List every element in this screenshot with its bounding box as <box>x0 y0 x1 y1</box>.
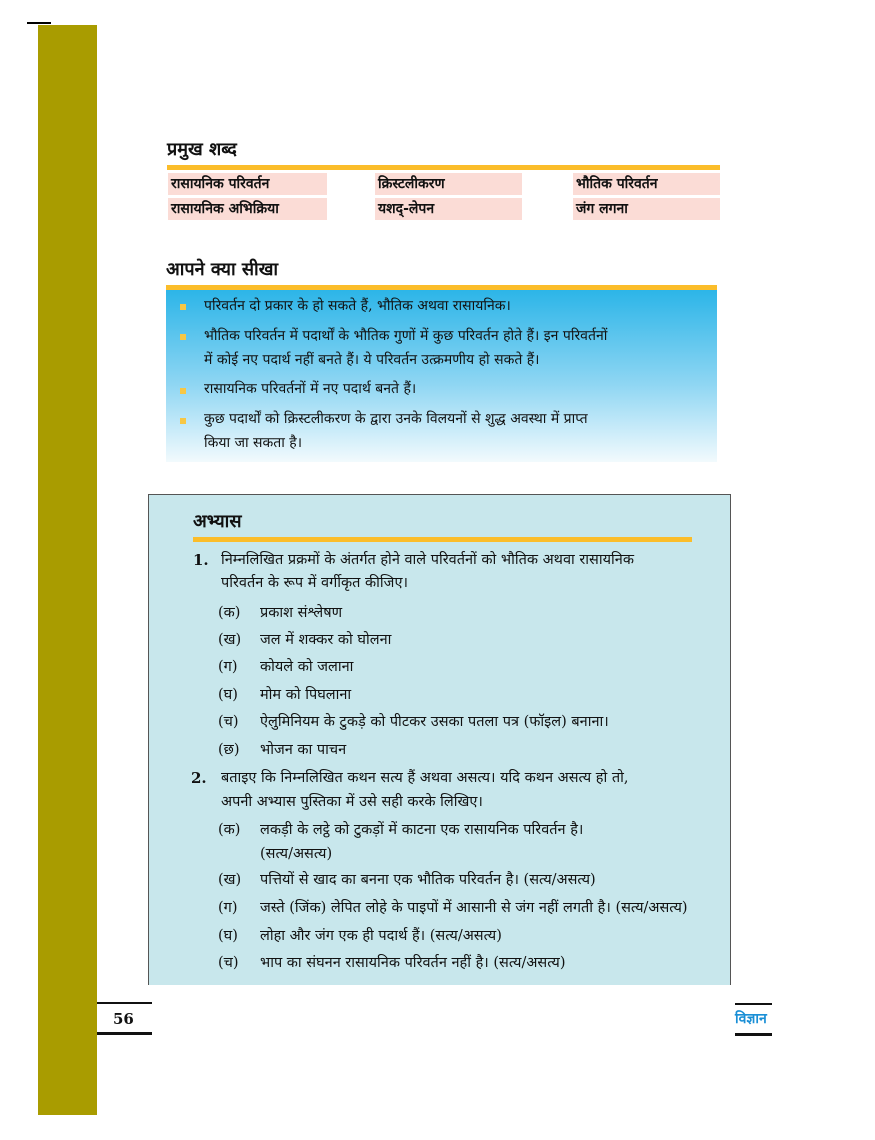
item-label: (ख) <box>218 872 242 888</box>
item-text: जल में शक्कर को घोलना <box>260 632 392 648</box>
line: भौतिक परिवर्तन में पदार्थों के भौतिक गुणों में कुछ परिवर्तन होते हैं। इन परिवर्तनों <box>204 328 608 344</box>
learned-title: आपने क्या सीखा <box>166 259 279 280</box>
page-number: 56 <box>113 1010 134 1028</box>
key-term: यशद्-लेपन <box>375 198 522 220</box>
item-label: (ग) <box>218 659 238 675</box>
learned-point <box>204 377 704 401</box>
key-term: रासायनिक अभिक्रिया <box>168 198 327 220</box>
rule <box>97 1032 152 1035</box>
item-label: (घ) <box>218 687 238 703</box>
bullet-icon <box>180 388 186 394</box>
item-text: भोजन का पाचन <box>260 742 347 758</box>
line: में कोई नए पदार्थ नहीं बनते हैं। ये परिवर्तन उत्क्रमणीय हो सकते हैं। <box>204 352 540 368</box>
subject-name: विज्ञान <box>735 1011 767 1027</box>
question-text: परिवर्तन के रूप में वर्गीकृत कीजिए। <box>221 575 408 591</box>
question-text: निम्नलिखित प्रक्रमों के अंतर्गत होने वाले परिवर्तनों को भौतिक अथवा रासायनिक <box>221 552 634 568</box>
item-label: (घ) <box>218 928 238 944</box>
line: कुछ पदार्थों को क्रिस्टलीकरण के द्वारा उनके विलयनों से शुद्ध अवस्था में प्राप्त <box>204 411 588 427</box>
item-text: कोयले को जलाना <box>260 659 354 675</box>
line: रासायनिक परिवर्तनों में नए पदार्थ बनते हैं। <box>204 381 417 397</box>
question-text: बताइए कि निम्नलिखित कथन सत्य हैं अथवा असत्य। यदि कथन असत्य हो तो, <box>221 770 629 786</box>
bullet-icon <box>180 304 186 310</box>
item-text: लोहा और जंग एक ही पदार्थ हैं। (सत्य/असत्य) <box>260 928 502 944</box>
item-label: (च) <box>218 714 239 730</box>
item-text-cont: (सत्य/असत्य) <box>260 846 333 862</box>
bullet-icon <box>180 334 186 340</box>
item-text: लकड़ी के लट्ठे को टुकड़ों में काटना एक रासायनिक परिवर्तन है। <box>260 822 584 838</box>
question-text: अपनी अभ्यास पुस्तिका में उसे सही करके लिखिए। <box>221 794 483 810</box>
item-label: (छ) <box>218 742 240 758</box>
item-label: (क) <box>218 822 241 838</box>
exercise-title: अभ्यास <box>193 511 242 532</box>
learned-point <box>204 294 704 318</box>
key-term: भौतिक परिवर्तन <box>573 173 720 195</box>
exercise-bar <box>193 537 692 542</box>
key-term: जंग लगना <box>573 198 720 220</box>
line: परिवर्तन दो प्रकार के हो सकते हैं, भौतिक अथवा रासायनिक। <box>204 298 511 314</box>
rule <box>97 1002 152 1004</box>
rule <box>735 1003 772 1005</box>
item-text: प्रकाश संश्लेषण <box>260 605 343 621</box>
item-label: (ख) <box>218 632 242 648</box>
item-label: (क) <box>218 605 241 621</box>
line: किया जा सकता है। <box>204 435 303 451</box>
rule <box>735 1033 772 1036</box>
item-text: भाप का संघनन रासायनिक परिवर्तन नहीं है। (सत्य/असत्य) <box>260 955 566 971</box>
question-number: 1. <box>193 551 209 569</box>
item-label: (च) <box>218 955 239 971</box>
learned-point <box>204 324 704 372</box>
item-text: मोम को पिघलाना <box>260 687 352 703</box>
question-number: 2. <box>191 769 207 787</box>
key-term: क्रिस्टलीकरण <box>375 173 522 195</box>
key-terms-bar <box>167 165 720 170</box>
crop-mark <box>27 22 51 24</box>
item-label: (ग) <box>218 900 238 916</box>
learned-point <box>204 407 704 455</box>
item-text: जस्ते (जिंक) लेपित लोहे के पाइपों में आसानी से जंग नहीं लगती है। (सत्य/असत्य) <box>260 900 688 916</box>
item-text: ऐलुमिनियम के टुकड़े को पीटकर उसका पतला पत्र (फॉइल) बनाना। <box>260 714 609 730</box>
key-terms-title: प्रमुख शब्द <box>167 139 237 160</box>
margin-band <box>38 25 97 1115</box>
key-term: रासायनिक परिवर्तन <box>168 173 327 195</box>
bullet-icon <box>180 418 186 424</box>
item-text: पत्तियों से खाद का बनना एक भौतिक परिवर्तन है। (सत्य/असत्य) <box>260 872 596 888</box>
